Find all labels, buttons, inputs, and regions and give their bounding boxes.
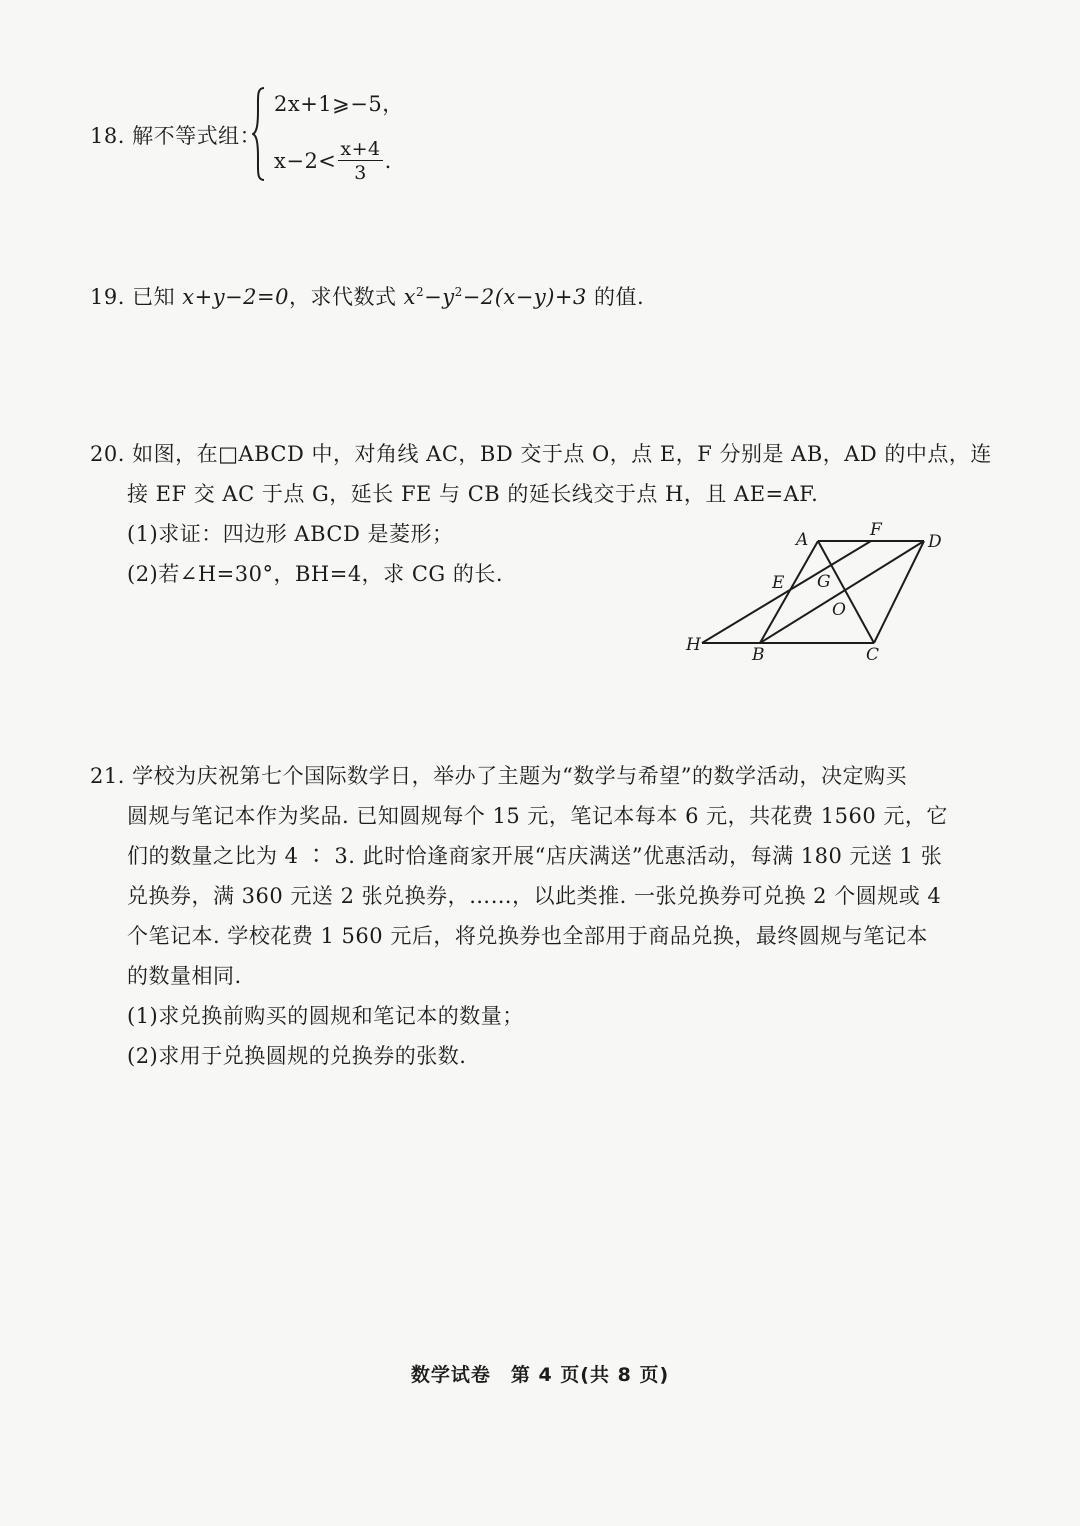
segment-ab: [760, 541, 818, 643]
question-19-text-a: 19. 已知: [90, 285, 183, 309]
question-19: 19. 已知 x+y−2=0，求代数式 $x^2-y^2-2(x-y)+3$ 的值.: [90, 285, 645, 309]
question-21-part-1: (1)求兑换前购买的圆规和笔记本的数量；: [127, 1004, 524, 1028]
question-20-line-1: 20. 如图，在□ABCD 中，对角线 AC，BD 交于点 O，点 E，F 分别是 AB，AD 的中点，连: [90, 442, 992, 466]
label-b: B: [752, 645, 765, 665]
expr-x: x: [403, 285, 416, 309]
question-20-part-2: (2)若∠H=30°，BH=4，求 CG 的长.: [127, 562, 504, 586]
fraction-numerator: x+4: [340, 138, 381, 160]
question-21-line: 的数量相同.: [127, 964, 242, 988]
expr-rest: −2(x−y)+3: [462, 285, 587, 309]
page-footer: 数学试卷 第 4 页(共 8 页): [410, 1364, 670, 1386]
inequality-2-left: x−2<: [274, 149, 337, 173]
inequality-2: [274, 138, 392, 184]
label-d: D: [928, 532, 942, 552]
label-h: H: [686, 635, 701, 655]
question-20-line-2: 接 EF 交 AC 于点 G，延长 FE 与 CB 的延长线交于点 H，且 AE=AF.: [127, 482, 819, 506]
question-19-condition: x+y−2=0: [182, 285, 289, 309]
rhombus-figure: [682, 515, 952, 665]
label-f: F: [870, 520, 882, 540]
question-19-text-c: 的值.: [586, 285, 645, 309]
left-brace-icon: [252, 86, 266, 182]
expr-minus-y: −y: [424, 285, 455, 309]
question-19-text-b: ，求代数式: [288, 285, 404, 309]
label-g: G: [817, 572, 831, 592]
label-o: O: [832, 600, 846, 620]
inequality-2-right: .: [384, 149, 392, 173]
fraction-denominator: 3: [354, 162, 367, 184]
fraction: [338, 138, 382, 184]
question-21-line: 个笔记本. 学校花费 1 560 元后，将兑换券也全部用于商品兑换，最终圆规与笔记本: [127, 924, 928, 948]
question-21-line: 兑换券，满 360 元送 2 张兑换券，……，以此类推. 一张兑换券可兑换 2 个圆规或 4: [127, 884, 942, 908]
label-c: C: [866, 645, 880, 665]
question-21-line: 们的数量之比为 4 ∶ 3. 此时恰逢商家开展“店庆满送”优惠活动，每满 180 元送 1 张: [127, 844, 943, 868]
question-21: [90, 756, 950, 1076]
question-18-lead: 18. 解不等式组：: [90, 124, 262, 148]
question-21-line: 21. 学校为庆祝第七个国际数学日，举办了主题为“数学与希望”的数学活动，决定购买: [90, 764, 908, 788]
question-21-part-2: (2)求用于兑换圆规的兑换券的张数.: [127, 1044, 467, 1068]
question-20-part-1: (1)求证：四边形 ABCD 是菱形；: [127, 522, 454, 546]
question-21-line: 圆规与笔记本作为奖品. 已知圆规每个 15 元，笔记本每本 6 元，共花费 1560 元，它: [127, 804, 948, 828]
label-e: E: [772, 573, 785, 593]
inequality-1: 2x+1⩾−5，: [274, 92, 404, 116]
label-a: A: [796, 530, 809, 550]
